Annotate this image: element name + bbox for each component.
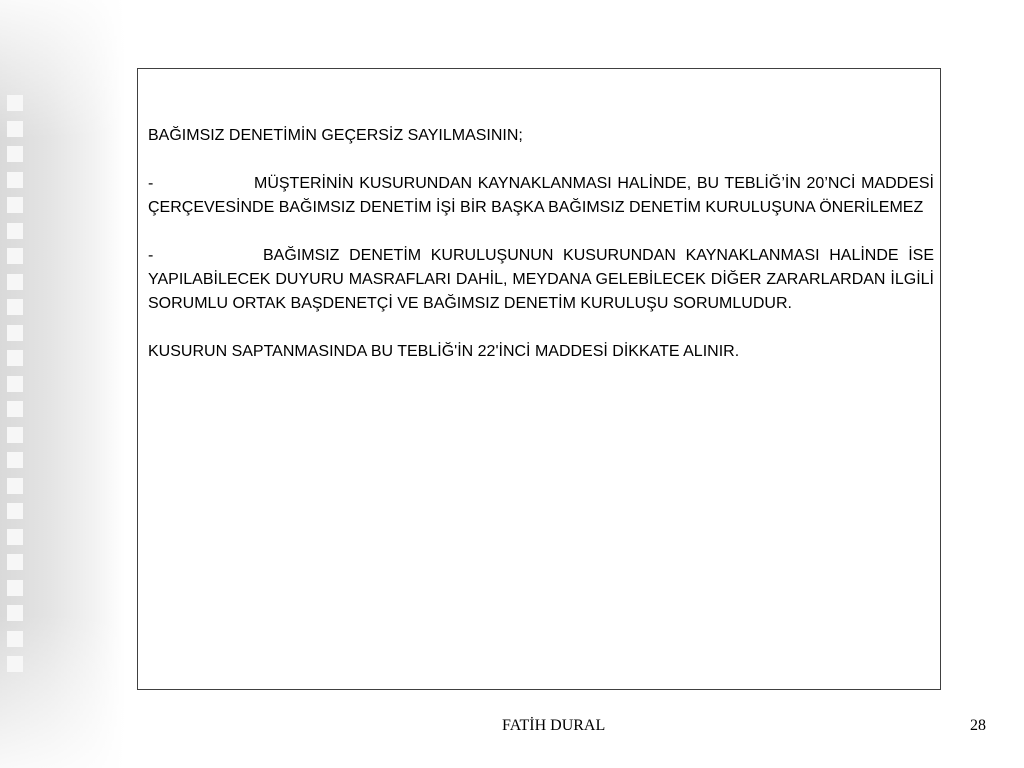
closing-sentence: KUSURUN SAPTANMASINDA BU TEBLİĞ'İN 22'İNCİ MADDESİ DİKKATE ALINIR. xyxy=(148,343,740,360)
decorative-side-band xyxy=(0,0,125,768)
slide-text xyxy=(148,124,934,388)
content-box xyxy=(137,68,941,690)
item-1-text: MÜŞTERİNİN KUSURUNDAN KAYNAKLANMASI HALİNDE, BU TEBLİĞ’İN 20’NCİ MADDESİ ÇERÇEVESİNDE BAĞIMSIZ DENETİM İŞİ BİR BAŞKA BAĞIMSIZ DENETİM KURULUŞUNA ÖNERİLEMEZ xyxy=(148,175,934,216)
item-2-dash: - xyxy=(148,247,154,264)
footer-author: FATİH DURAL xyxy=(502,717,606,734)
item-2-text: BAĞIMSIZ DENETİM KURULUŞUNUN KUSURUNDAN KAYNAKLANMASI HALİNDE İSE YAPILABİLECEK DUYURU MASRAFLARI DAHİL, MEYDANA GELEBİLECEK DİĞER ZARARLARDAN İLGİLİ SORUMLU ORTAK BAŞDENETÇİ VE BAĞIMSIZ DENETİM KURULUŞU SORUMLUDUR. xyxy=(148,247,934,312)
item-1-dash: - xyxy=(148,175,154,192)
item-1 xyxy=(148,172,934,220)
decorative-squares xyxy=(7,95,27,695)
page-number: 28 xyxy=(970,717,986,734)
heading: BAĞIMSIZ DENETİMİN GEÇERSİZ SAYILMASININ; xyxy=(148,127,523,144)
item-2 xyxy=(148,244,934,316)
